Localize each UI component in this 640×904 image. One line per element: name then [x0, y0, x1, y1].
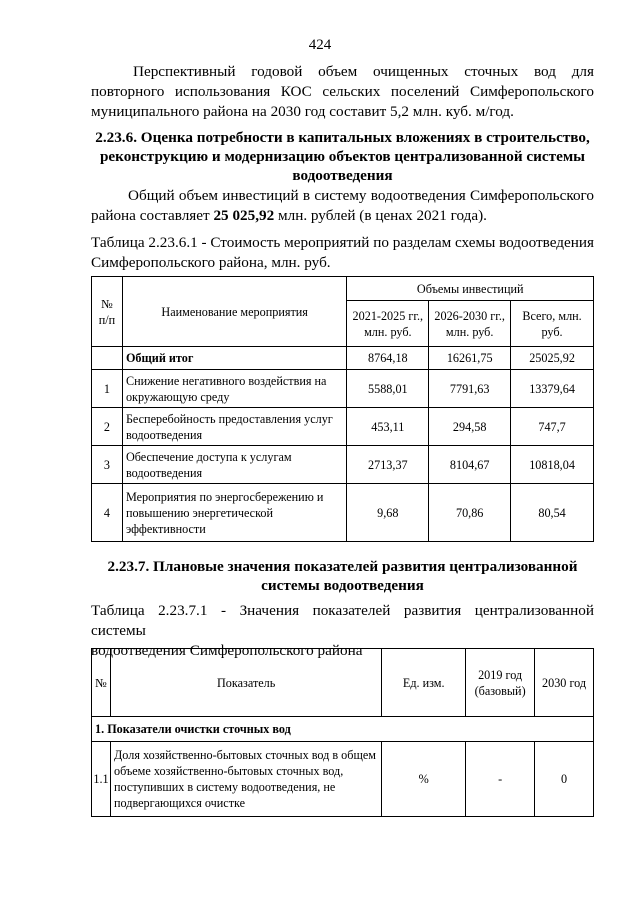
header-period-2026-2030: 2026-2030 гг., млн. руб. — [429, 301, 511, 347]
header-indicator: Показатель — [110, 649, 381, 717]
total-p1: 8764,18 — [347, 347, 429, 370]
header-unit: Ед. изм. — [382, 649, 466, 717]
table-header-row — [92, 277, 594, 301]
header-num: № — [92, 649, 111, 717]
row-2030: 0 — [535, 742, 594, 817]
header-2019: 2019 год (базовый) — [466, 649, 535, 717]
row-p2: 70,86 — [429, 484, 511, 542]
table1-caption-line-2: Симферопольского района, млн. руб. — [91, 254, 331, 271]
row-p2: 7791,63 — [429, 370, 511, 408]
table1-caption-line-1: Таблица 2.23.6.1 - Стоимость мероприятий по разделам схемы водоотведения — [91, 234, 594, 251]
section-heading-line-1: 2.23.6. Оценка потребности в капитальных вложениях в строительство, — [95, 129, 590, 146]
total-sum: 25025,92 — [511, 347, 594, 370]
header-2030: 2030 год — [535, 649, 594, 717]
investment-text-post: млн. рублей (в ценах 2021 года). — [274, 207, 487, 224]
row-name: Бесперебойность предоставления услуг водоотведения — [122, 408, 346, 446]
row-indicator: Доля хозяйственно-бытовых сточных вод в общем объеме хозяйственно-бытовых сточных вод, поступивших в систему водоотведения, не подвергающихся очистке — [110, 742, 381, 817]
row-total: 80,54 — [511, 484, 594, 542]
header-total: Всего, млн. руб. — [511, 301, 594, 347]
header-name: Наименование мероприятия — [122, 277, 346, 347]
investment-line-2 — [91, 206, 594, 226]
intro-line-1: Перспективный годовой объем очищенных сточных вод для — [133, 63, 594, 80]
section-heading-line-2: реконструкцию и модернизацию объектов централизованной системы — [99, 148, 586, 165]
intro-paragraph — [91, 62, 594, 122]
row-p1: 5588,01 — [347, 370, 429, 408]
table-row — [92, 446, 594, 484]
row-num: 1 — [92, 370, 123, 408]
row-name: Снижение негативного воздействия на окружающую среду — [122, 370, 346, 408]
row-name: Мероприятия по энергосбережению и повышению энергетической эффективности — [122, 484, 346, 542]
row-total: 747,7 — [511, 408, 594, 446]
row-num: 4 — [92, 484, 123, 542]
row-p1: 453,11 — [347, 408, 429, 446]
table2-caption-line-2: водоотведения Симферопольского района — [91, 642, 363, 659]
investment-paragraph — [91, 186, 594, 226]
intro-line-2: повторного использования КОС сельских поселений Симферопольского — [91, 83, 594, 100]
section-heading-2-23-7 — [91, 557, 594, 595]
row-num: 3 — [92, 446, 123, 484]
row-total: 13379,64 — [511, 370, 594, 408]
row-name: Обеспечение доступа к услугам водоотведения — [122, 446, 346, 484]
row-p2: 8104,67 — [429, 446, 511, 484]
row-p1: 9,68 — [347, 484, 429, 542]
row-total: 10818,04 — [511, 446, 594, 484]
header-num: № п/п — [92, 277, 123, 347]
table-total-row — [92, 347, 594, 370]
intro-line-3: муниципального района на 2030 год составит 5,2 млн. куб. м/год. — [91, 103, 514, 120]
section-heading-line-3: водоотведения — [292, 167, 393, 184]
table-cell — [92, 347, 123, 370]
table-row — [92, 484, 594, 542]
section-heading-2-23-6 — [91, 128, 594, 185]
investment-line-1: Общий объем инвестиций в систему водоотведения Симферопольского — [128, 187, 594, 204]
investment-text-pre: района составляет — [91, 207, 214, 224]
table-row — [92, 370, 594, 408]
investment-total-value: 25 025,92 — [213, 207, 275, 224]
row-p1: 2713,37 — [347, 446, 429, 484]
section-heading-line-2: системы водоотведения — [261, 577, 424, 594]
table-header-row — [92, 649, 594, 717]
indicators-table — [91, 648, 594, 817]
section-heading-line-1: 2.23.7. Плановые значения показателей развития централизованной — [107, 558, 578, 575]
total-label: Общий итог — [122, 347, 346, 370]
table-row — [92, 742, 594, 817]
page-number: 424 — [308, 37, 332, 53]
row-p2: 294,58 — [429, 408, 511, 446]
investment-table — [91, 276, 594, 542]
table-row — [92, 408, 594, 446]
header-period-2021-2025: 2021-2025 гг., млн. руб. — [347, 301, 429, 347]
group-cleaning: 1. Показатели очистки сточных вод — [92, 717, 594, 742]
table2-caption-line-1: Таблица 2.23.7.1 - Значения показателей развития централизованной системы — [91, 602, 594, 639]
row-2019: - — [466, 742, 535, 817]
table1-caption — [91, 233, 594, 273]
header-investment-volumes: Объемы инвестиций — [347, 277, 594, 301]
row-num: 2 — [92, 408, 123, 446]
table-group-row — [92, 717, 594, 742]
row-num: 1.1 — [92, 742, 111, 817]
total-p2: 16261,75 — [429, 347, 511, 370]
row-unit: % — [382, 742, 466, 817]
